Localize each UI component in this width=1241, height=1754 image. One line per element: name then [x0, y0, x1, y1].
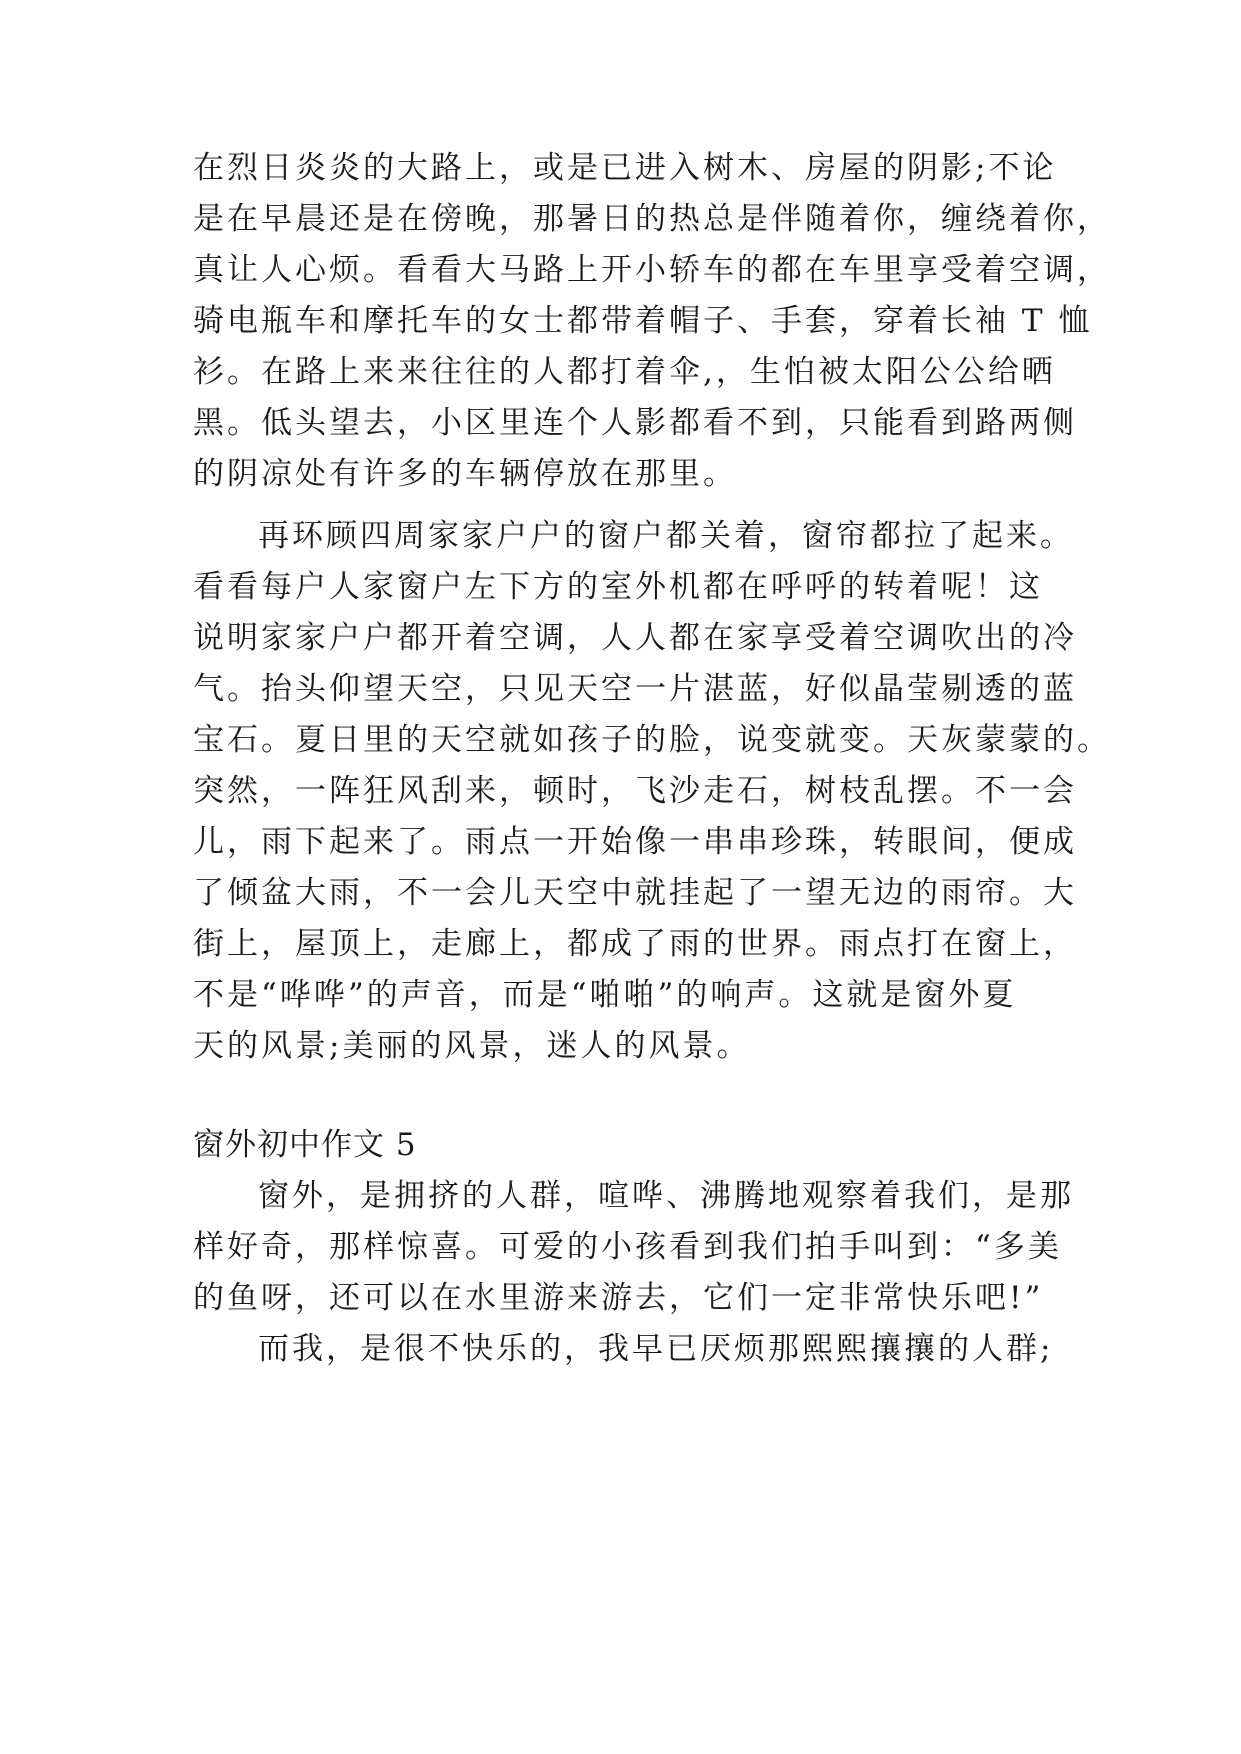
paragraph-1-line-7: 的阴凉处有许多的车辆停放在那里。	[193, 456, 737, 492]
paragraph-3-line-3: 的鱼呀，还可以在水里游来游去，它们一定非常快乐吧!”	[193, 1280, 1044, 1316]
paragraph-2-line-4: 气。抬头仰望天空，只见天空一片湛蓝，好似晶莹剔透的蓝	[193, 671, 1077, 707]
paragraph-1-line-2: 是在早晨还是在傍晚，那暑日的热总是伴随着你，缠绕着你，	[193, 201, 1111, 237]
paragraph-2-line-10: 不是“哗哗”的声音，而是“啪啪”的响声。这就是窗外夏	[193, 977, 1017, 1013]
paragraph-2-line-7: 儿，雨下起来了。雨点一开始像一串串珍珠，转眼间，便成	[193, 824, 1077, 860]
paragraph-1-line-3: 真让人心烦。看看大马路上开小轿车的都在车里享受着空调，	[193, 252, 1111, 288]
paragraph-2-line-11: 天的风景;美丽的风景，迷人的风景。	[193, 1028, 751, 1064]
paragraph-1-line-4: 骑电瓶车和摩托车的女士都带着帽子、手套，穿着长袖 T 恤	[193, 303, 1093, 339]
paragraph-2-line-1: 再环顾四周家家户户的窗户都关着，窗帘都拉了起来。	[258, 518, 1074, 554]
paragraph-3-line-2: 样好奇，那样惊喜。可爱的小孩看到我们拍手叫到：“多美	[193, 1229, 1062, 1265]
paragraph-2-line-3: 说明家家户户都开着空调，人人都在家享受着空调吹出的冷	[193, 620, 1077, 656]
paragraph-4-line-1: 而我，是很不快乐的，我早已厌烦那熙熙攘攘的人群;	[258, 1331, 1054, 1367]
paragraph-2-line-2: 看看每户人家窗户左下方的室外机都在呼呼的转着呢！这	[193, 569, 1043, 605]
paragraph-2-line-5: 宝石。夏日里的天空就如孩子的脸，说变就变。天灰蒙蒙的。	[193, 722, 1111, 758]
paragraph-2-line-9: 街上，屋顶上，走廊上，都成了雨的世界。雨点打在窗上，	[193, 926, 1077, 962]
paragraph-1-line-6: 黑。低头望去，小区里连个人影都看不到，只能看到路两侧	[193, 405, 1077, 441]
paragraph-2-line-6: 突然，一阵狂风刮来，顿时，飞沙走石，树枝乱摆。不一会	[193, 773, 1077, 809]
paragraph-3-line-1: 窗外，是拥挤的人群，喧哗、沸腾地观察着我们，是那	[258, 1178, 1074, 1214]
paragraph-1-line-5: 衫。在路上来来往往的人都打着伞,，生怕被太阳公公给晒	[193, 354, 1056, 390]
paragraph-1-line-1: 在烈日炎炎的大路上，或是已进入树木、房屋的阴影;不论	[193, 150, 1057, 186]
section-heading: 窗外初中作文 5	[193, 1127, 417, 1163]
paragraph-2-line-8: 了倾盆大雨，不一会儿天空中就挂起了一望无边的雨帘。大	[193, 875, 1077, 911]
